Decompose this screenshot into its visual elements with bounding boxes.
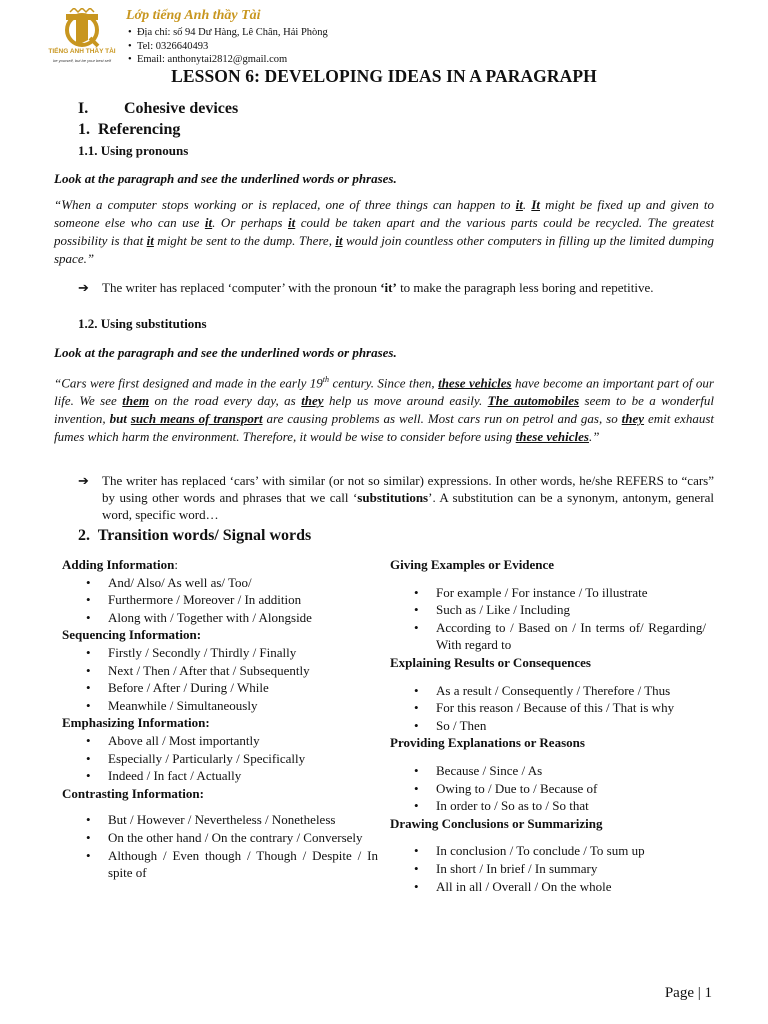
subheading-pronouns: 1.1. Using pronouns (78, 143, 189, 158)
instruction-2: Look at the paragraph and see the underlined words or phrases. (54, 345, 397, 360)
subheading-referencing: 1. Referencing (78, 121, 181, 138)
section-number: I. (78, 100, 89, 117)
logo-text: TIẾNG ANH THẦY TÀI (48, 48, 116, 55)
category-conclusions: Drawing Conclusions or Summarizing (390, 815, 603, 831)
list-item: • Along with / Together with / Alongside (62, 609, 378, 627)
list-item: • Firstly / Secondly / Thirdly / Finally (62, 644, 378, 662)
category-emphasizing: Emphasizing Information: (62, 715, 210, 731)
list-item: • Meanwhile / Simultaneously (62, 697, 378, 715)
category-examples: Giving Examples or Evidence (390, 557, 555, 572)
list-item: • According to / Based on / In terms of/ Regarding/ With regard to (390, 619, 706, 654)
list-item: • Above all / Most importantly (62, 732, 378, 750)
category-results: Explaining Results or Consequences (390, 654, 591, 670)
lesson-title: LESSON 6: DEVELOPING IDEAS IN A PARAGRAPH (171, 66, 597, 86)
instruction-1: Look at the paragraph and see the underlined words or phrases. (54, 171, 397, 186)
list-item: • Owing to / Due to / Because of (390, 780, 706, 798)
list-item: • But / However / Nevertheless / Nonetheless (62, 811, 378, 829)
list-item: • As a result / Consequently / Therefore / Thus (390, 682, 706, 700)
list-item: • For example / For instance / To illustrate (390, 584, 706, 602)
list-item: • Especially / Particularly / Specifically (62, 750, 378, 768)
right-column (390, 556, 706, 895)
list-item: • Furthermore / Moreover / In addition (62, 591, 378, 609)
note-substitution: ➔ The writer has replaced ‘cars’ with similar (or not so similar) expressions. In other words, he/she REFERS to “cars” by using other words and phrases that we call ‘substitutions’. A substitution can be a synonym, antonym, general word, specific word… (78, 473, 714, 522)
list-item: • All in all / Overall / On the whole (390, 878, 706, 896)
list-item: • Indeed / In fact / Actually (62, 767, 378, 785)
category-contrasting: Contrasting Information: (62, 785, 204, 801)
school-name: Lớp tiếng Anh thầy Tài (126, 8, 261, 23)
category-explanations: Providing Explanations or Reasons (390, 735, 585, 751)
list-item: • Such as / Like / Including (390, 601, 706, 619)
paragraph-cars: “Cars were first designed and made in the early 19th century. Since then, these vehicles have become an important part of our life. We see them on the road every day, as they help us move around easily. The automobiles seem to be a wonderful invention, but such means of transport are causing problems as well. Most cars run on petrol and gas, so they emit exhaust fumes which harm the environment. Therefore, it would be wise to consider before using these vehicles.” (54, 375, 715, 445)
list-item: • In short / In brief / In summary (390, 860, 706, 878)
list-item: • In order to / So as to / So that (390, 797, 706, 815)
list-item: • On the other hand / On the contrary / Conversely (62, 829, 378, 847)
arrow-icon: ➔ (78, 473, 89, 488)
list-item: • So / Then (390, 717, 706, 735)
section-heading: Cohesive devices (124, 100, 239, 117)
list-item: • Because / Since / As (390, 762, 706, 780)
logo-slogan: be yourself, but be your best self (53, 58, 111, 63)
list-item: • In conclusion / To conclude / To sum up (390, 842, 706, 860)
subheading-substitutions: 1.2. Using substitutions (78, 316, 207, 331)
category-adding: Adding Information: (62, 557, 178, 572)
list-item: • And/ Also/ As well as/ Too/ (62, 574, 378, 592)
note-pronoun: ➔ The writer has replaced ‘computer’ with the pronoun ‘it’ to make the paragraph less boring and repetitive. (78, 280, 654, 295)
contact-info (128, 26, 328, 67)
list-item: • For this reason / Because of this / That is why (390, 699, 706, 717)
list-item: • Although / Even though / Though / Despite / In spite of (62, 847, 378, 882)
category-sequencing: Sequencing Information: (62, 627, 202, 643)
arrow-icon: ➔ (78, 280, 89, 295)
telephone: • Tel: 0326640493 (128, 40, 328, 54)
address: • Địa chỉ: số 94 Dư Hàng, Lê Chân, Hải Phòng (128, 26, 328, 40)
logo (40, 8, 124, 70)
page-number: Page | 1 (664, 985, 712, 1001)
left-column (62, 556, 378, 882)
subheading-transition-words: 2. Transition words/ Signal words (78, 527, 312, 544)
paragraph-computer: “When a computer stops working or is replaced, one of three things can happen to it. It might be fixed up and given to someone else who can use it. Or perhaps it could be taken apart and the various parts could be recycled. The greatest possibility is that it might be sent to the dump. There, it would join countless other computers in filling up the limited dumping space.” (54, 197, 715, 266)
list-item: • Before / After / During / While (62, 679, 378, 697)
list-item: • Next / Then / After that / Subsequently (62, 662, 378, 680)
email[interactable]: • Email: anthonytai2812@gmail.com (128, 53, 328, 67)
